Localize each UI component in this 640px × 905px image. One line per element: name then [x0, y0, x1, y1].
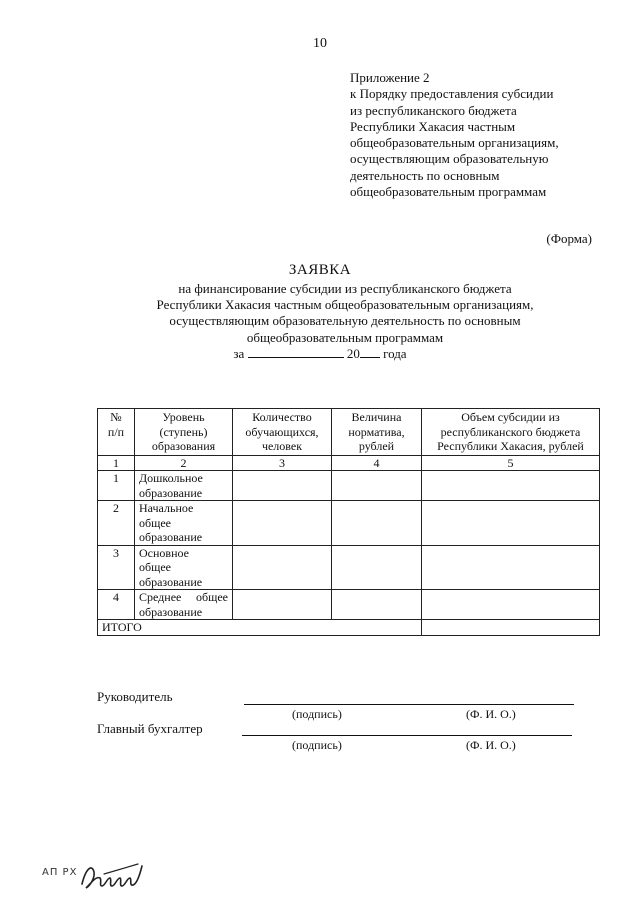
- table-row: [98, 545, 600, 590]
- table-row: [98, 590, 600, 620]
- archive-stamp: АП РХ: [42, 867, 78, 878]
- appendix-line: Республики Хакасия частным: [350, 118, 516, 134]
- row-level: Начальное общее образование: [135, 501, 233, 546]
- accountant-label: Главный бухгалтер: [97, 721, 203, 736]
- appendix-line: к Порядку предоставления субсидии: [350, 86, 554, 102]
- head-name-caption: (Ф. И. О.): [466, 707, 516, 721]
- appendix-line: общеобразовательным программам: [350, 184, 547, 200]
- appendix-line: Приложение 2: [350, 70, 430, 85]
- accountant-name-caption: (Ф. И. О.): [466, 738, 516, 752]
- appendix-line: осуществляющим образовательную: [350, 151, 549, 167]
- table-row: [98, 501, 600, 546]
- column-number: 5: [422, 456, 600, 471]
- column-number: 1: [98, 456, 135, 471]
- table-header-row: [98, 409, 600, 456]
- period-year-prefix: 20: [346, 346, 360, 361]
- row-number: 2: [98, 501, 135, 546]
- subtitle-line: общеобразовательным программам: [246, 329, 444, 345]
- total-row: [98, 620, 600, 636]
- header-level: Уровень (ступень) образования: [135, 409, 233, 456]
- subtitle-line: на финансирование субсидии из республиканского бюджета: [178, 281, 512, 296]
- accountant-signature-line[interactable]: [242, 734, 572, 736]
- appendix-line: деятельность по основным: [350, 167, 500, 183]
- document-title: ЗАЯВКА: [288, 262, 352, 278]
- appendix-note: [350, 70, 620, 200]
- page-number: 10: [313, 36, 327, 51]
- form-note: (Форма): [546, 231, 592, 246]
- row-level: Основное общее образование: [135, 545, 233, 590]
- head-label: Руководитель: [97, 689, 173, 704]
- subtitle-line: осуществляющим образовательную деятельность по основным: [169, 313, 521, 329]
- norm-cell[interactable]: [332, 501, 422, 546]
- header-norm: Величина норматива, рублей: [332, 409, 422, 456]
- accountant-sign-caption: (подпись): [292, 738, 342, 752]
- column-number-row: [98, 456, 600, 471]
- subtitle-line: Республики Хакасия частным общеобразовательным организациям,: [156, 297, 534, 313]
- handwritten-signature-icon: [78, 858, 146, 894]
- subsidy-cell[interactable]: [422, 545, 600, 590]
- total-subsidy-cell[interactable]: [422, 620, 600, 636]
- appendix-line: из республиканского бюджета: [350, 102, 517, 118]
- header-students: Количество обучающихся, человек: [233, 409, 332, 456]
- norm-cell[interactable]: [332, 590, 422, 620]
- column-number: 2: [135, 456, 233, 471]
- norm-cell[interactable]: [332, 545, 422, 590]
- head-sign-caption: (подпись): [292, 707, 342, 721]
- total-label: ИТОГО: [98, 620, 422, 636]
- appendix-line: общеобразовательным организациям,: [350, 135, 559, 151]
- period-blank-field[interactable]: [248, 346, 344, 358]
- row-level: Среднее общее образование: [135, 590, 233, 620]
- subsidy-cell[interactable]: [422, 471, 600, 501]
- subsidy-table: [97, 408, 600, 636]
- students-cell[interactable]: [233, 501, 332, 546]
- row-number: 3: [98, 545, 135, 590]
- header-number: № п/п: [98, 409, 135, 456]
- period-line: [0, 346, 640, 362]
- period-suffix: года: [383, 346, 407, 361]
- subsidy-cell[interactable]: [422, 501, 600, 546]
- document-subtitle: [100, 281, 590, 346]
- subsidy-cell[interactable]: [422, 590, 600, 620]
- head-signature-line[interactable]: [244, 703, 574, 705]
- column-number: 3: [233, 456, 332, 471]
- header-subsidy: Объем субсидии из республиканского бюджета Республики Хакасия, рублей: [422, 409, 600, 456]
- row-number: 1: [98, 471, 135, 501]
- students-cell[interactable]: [233, 590, 332, 620]
- row-level: Дошкольное образование: [135, 471, 233, 501]
- students-cell[interactable]: [233, 471, 332, 501]
- students-cell[interactable]: [233, 545, 332, 590]
- period-prefix: за: [233, 346, 245, 361]
- column-number: 4: [332, 456, 422, 471]
- row-number: 4: [98, 590, 135, 620]
- norm-cell[interactable]: [332, 471, 422, 501]
- year-blank-field[interactable]: [360, 346, 380, 358]
- table-row: [98, 471, 600, 501]
